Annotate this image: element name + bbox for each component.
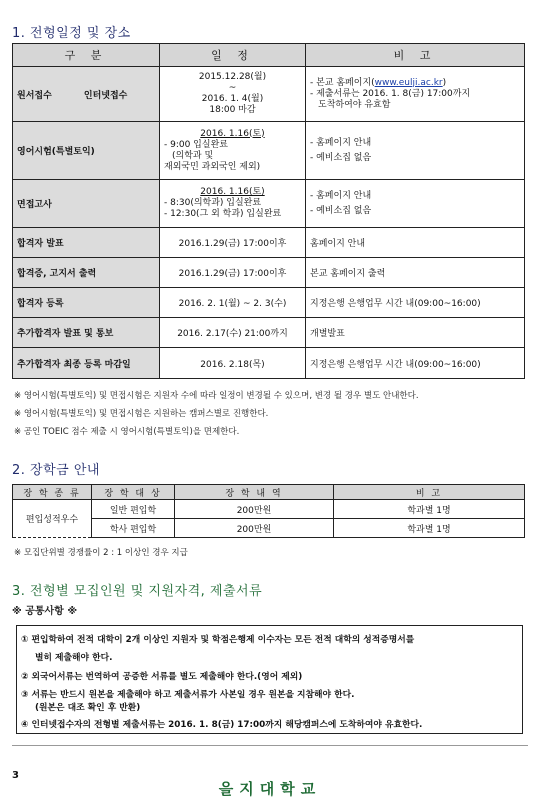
scholarship-note: 학과별 1명 [334, 519, 525, 538]
schedule-note: ※ 영어시험(특별토익) 및 면접시험은 지원하는 캠퍼스별로 진행한다. [14, 409, 269, 419]
scholarship-footnote: ※ 모집단위별 경쟁률이 2 : 1 이상인 경우 지급 [14, 548, 188, 558]
row-date: 2016. 2.18(목) [160, 348, 306, 379]
scholarship-header-target: 장 학 대 상 [92, 485, 175, 500]
row-remark [306, 180, 525, 228]
scholarship-header-note: 비 고 [334, 485, 525, 500]
date-line: 2016. 1. 4(월) [201, 94, 264, 104]
schedule-header-date: 일 정 [160, 44, 306, 67]
scholarship-table [12, 484, 525, 538]
section-1-title: 1. 전형일정 및 장소 [12, 26, 131, 41]
table-row [13, 348, 525, 379]
scholarship-type: 편입성적우수 [13, 500, 92, 538]
row-category: 합격자 발표 [13, 228, 160, 258]
scholarship-target: 일반 편입학 [92, 500, 175, 519]
remark-line: 도착하여야 유효함 [318, 99, 391, 110]
date-line: 2015.12.28(월) [198, 72, 267, 82]
date-line: 18:00 마감 [209, 105, 256, 115]
notice-item: ① 편입학하여 전적 대학이 2개 이상인 지원자 및 학점은행제 이수자는 모든 전적 대학의 성적증명서를 [21, 635, 415, 645]
row-date: 2016.1.29(금) 17:00이후 [160, 258, 306, 288]
row-remark [306, 122, 525, 180]
row-remark: 개별발표 [306, 318, 525, 348]
row-remark: 지정은행 은행업무 시간 내(09:00~16:00) [306, 288, 525, 318]
row-remark: 지정은행 은행업무 시간 내(09:00~16:00) [306, 348, 525, 379]
row-category: 면접고사 [13, 180, 160, 228]
row-date [160, 67, 306, 122]
row-remark: 홈페이지 안내 [306, 228, 525, 258]
university-name: 을지대학교 [218, 780, 322, 798]
row-category: 합격자 등록 [13, 288, 160, 318]
row-remark: 본교 홈페이지 출력 [306, 258, 525, 288]
row-category: 원서접수 [13, 67, 80, 122]
date-line: (의학과 및 [172, 150, 214, 161]
notice-item: ④ 인터넷접수자의 전형별 제출서류는 2016. 1. 8(금) 17:00까지 해당캠퍼스에 도착하여야 유효한다. [21, 720, 423, 730]
scholarship-header-row [13, 485, 525, 500]
page-number: 3 [12, 770, 19, 781]
notice-item: ② 외국어서류는 번역하여 공증한 서류를 별도 제출해야 한다.(영어 제외) [21, 672, 303, 682]
schedule-note: ※ 영어시험(특별토익) 및 면접시험은 지원자 수에 따라 일정이 변경될 수 있으며, 변경 될 경우 별도 안내한다. [14, 391, 419, 401]
notice-item: ③ 서류는 반드시 원본을 제출해야 하고 제출서류가 사본일 경우 원본을 지참해야 한다. [21, 690, 355, 700]
schedule-note: ※ 공인 TOEIC 점수 제출 시 영어시험(특별토익)을 면제한다. [14, 427, 240, 437]
schedule-table [12, 43, 525, 379]
row-category: 추가합격자 최종 등록 마감일 [13, 348, 160, 379]
schedule-header-category: 구 분 [13, 44, 160, 67]
row-date [160, 122, 306, 180]
scholarship-amount: 200만원 [175, 500, 334, 519]
table-row [13, 67, 525, 122]
table-row [13, 318, 525, 348]
common-notice-box [16, 625, 523, 734]
row-remark [306, 67, 525, 122]
table-row [13, 228, 525, 258]
remark-line: - 제출서류는 2016. 1. 8(금) 17:00까지 [310, 88, 471, 99]
section-2-title: 2. 장학금 안내 [12, 463, 100, 478]
scholarship-header-amount: 장 학 내 역 [175, 485, 334, 500]
schedule-header-remark: 비 고 [306, 44, 525, 67]
table-row [13, 122, 525, 180]
date-line: 2016. 1.16(토) [200, 128, 265, 139]
notice-item: (원본은 대조 확인 후 반환) [35, 703, 141, 713]
date-line: - 12:30(그 외 학과) 입실완료 [164, 209, 282, 219]
scholarship-header-type: 장 학 종 류 [13, 485, 92, 500]
remark-line: - 홈페이지 안내 [310, 137, 372, 148]
row-category: 합격증, 고지서 출력 [13, 258, 160, 288]
row-date [160, 180, 306, 228]
remark-line: - 예비소집 없음 [310, 152, 372, 163]
notice-item: 별히 제출해야 한다. [35, 653, 113, 663]
date-line: - 9:00 입실완료 [164, 139, 228, 150]
remark-line: - 홈페이지 안내 [310, 190, 372, 201]
scholarship-target: 학사 편입학 [92, 519, 175, 538]
row-date: 2016. 2.17(수) 21:00까지 [160, 318, 306, 348]
table-row [13, 258, 525, 288]
row-subcategory: 인터넷접수 [80, 67, 160, 122]
row-category: 영어시험(특별토익) [13, 122, 160, 180]
row-date: 2016. 2. 1(월) ~ 2. 3(수) [160, 288, 306, 318]
date-line: - 8:30(의학과) 입실완료 [164, 198, 262, 208]
remark-line: - 본교 홈페이지(www.eulji.ac.kr) [310, 77, 447, 88]
row-category: 추가합격자 발표 및 통보 [13, 318, 160, 348]
date-line: 재외국민 과외국인 제외) [164, 161, 261, 172]
scholarship-amount: 200만원 [175, 519, 334, 538]
common-notice-title: ※ 공통사항 ※ [12, 606, 78, 617]
homepage-link[interactable]: www.eulji.ac.kr [374, 77, 443, 88]
remark-line: - 예비소집 없음 [310, 205, 372, 216]
table-row [13, 500, 525, 519]
date-line: ~ [228, 83, 237, 93]
footer-divider [12, 745, 528, 746]
table-row [13, 288, 525, 318]
section-3-title: 3. 전형별 모집인원 및 지원자격, 제출서류 [12, 584, 263, 599]
date-line: 2016. 1.16(토) [200, 187, 265, 197]
table-row [13, 180, 525, 228]
row-date: 2016.1.29(금) 17:00이후 [160, 228, 306, 258]
scholarship-note: 학과별 1명 [334, 500, 525, 519]
schedule-header-row [13, 44, 525, 67]
